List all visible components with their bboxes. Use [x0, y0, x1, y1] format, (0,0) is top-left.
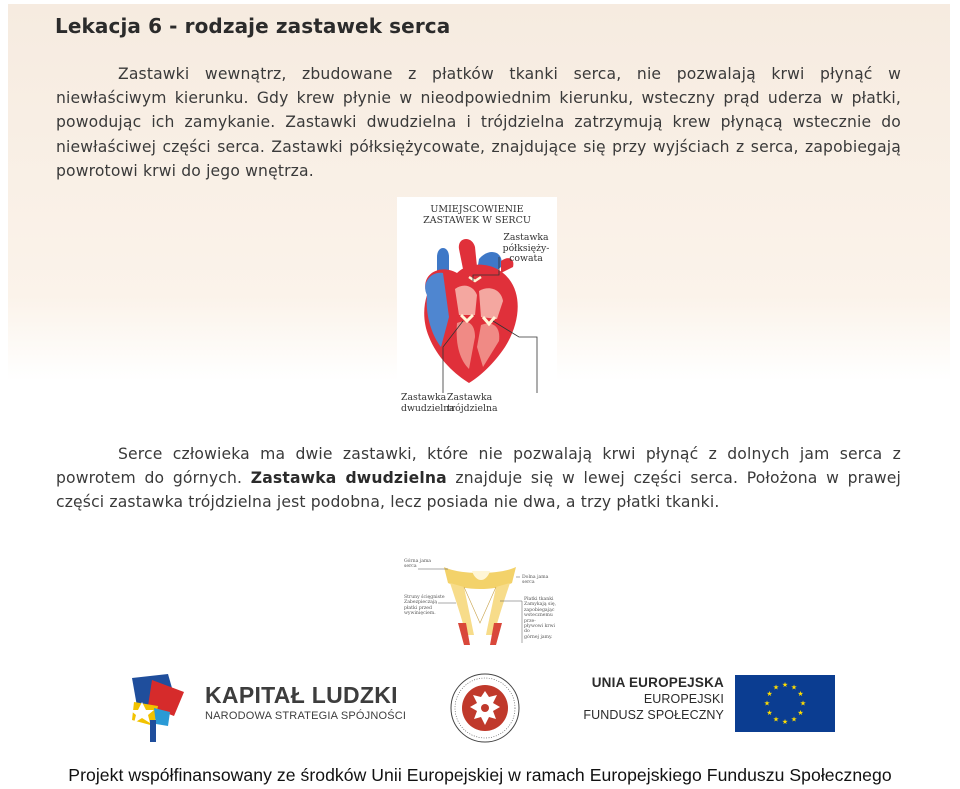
label-flaps-6: górnej jamy.: [524, 634, 553, 640]
label-semilunar-line-3: cowata: [509, 253, 543, 264]
paragraph-valves-intro: [56, 62, 901, 183]
svg-text:★: ★: [799, 699, 807, 708]
paragraph-valves-detail: [56, 442, 901, 515]
paragraph-detail-part-1: Serce człowieka ma dwie zastawki, które nie pozwalają krwi płynąć z dolnych jam serca z powrotem do górnych.: [56, 445, 901, 488]
eu-fund-wordmark: [580, 674, 724, 723]
project-funding-footer: Projekt współfinansowany ze środków Unii Europejskiej w ramach Europejskiego Funduszu Społecznego: [68, 765, 892, 785]
heart-illustration: [397, 197, 557, 419]
svg-text:★: ★: [763, 699, 771, 708]
label-flaps-2: Zamykają się,: [524, 602, 557, 608]
label-chordae-4: wywinięciem.: [404, 611, 436, 617]
label-flaps-3: zapobiegając: [524, 607, 555, 613]
svg-text:★: ★: [766, 690, 773, 698]
label-lower-chamber-2: serca: [522, 580, 535, 586]
label-bicuspid-valve: [401, 392, 455, 414]
label-chordae-2: Zabezpieczają: [404, 600, 438, 606]
label-upper-chamber-1: Górna jama: [404, 559, 432, 564]
svg-text:★: ★: [790, 683, 798, 692]
label-upper-chamber-2: serca: [404, 564, 417, 570]
label-upper-chamber: [404, 559, 431, 570]
label-chordae-3: płatki przed: [404, 605, 432, 611]
paragraph-detail-part-2: znajduje się w lewej części serca. Położona w prawej części zastawka trójdzielna jest podobna, lecz posiada nie dwa, a trzy płatki tkanki.: [56, 469, 902, 512]
heart-caption-line-1: UMIEJSCOWIENIE: [430, 204, 524, 215]
label-flaps-4: wstecznemu prze-: [524, 613, 553, 624]
svg-text:★: ★: [772, 683, 780, 692]
lesson-title: Lekacja 6 - rodzaje zastawek serca: [55, 14, 451, 38]
label-semilunar-valve: [497, 233, 555, 265]
eu-line-1: UNIA EUROPEJSKA: [591, 675, 724, 690]
label-flaps-5: pływowi krwi do: [524, 624, 555, 635]
label-bicuspid-line-1: Zastawka: [401, 392, 447, 403]
paragraph-detail-bold: Zastawka dwudzielna: [250, 469, 447, 488]
kapital-ludzki-logo-icon: [128, 672, 188, 744]
label-lower-chamber: [522, 575, 548, 586]
label-valve-flaps: [524, 597, 560, 640]
svg-text:★: ★: [797, 709, 804, 717]
svg-text:★: ★: [797, 690, 804, 698]
svg-text:★: ★: [781, 718, 789, 726]
label-chordae: [404, 595, 445, 617]
heart-valves-figure: [397, 197, 557, 419]
university-seal-icon: [450, 673, 520, 743]
label-tricuspid-line-2: trójdzielna: [447, 402, 498, 414]
label-chordae-1: Struny ścięgniste: [404, 595, 445, 600]
kapital-ludzki-subtitle: NARODOWA STRATEGIA SPÓJNOŚCI: [205, 710, 407, 722]
label-bicuspid-line-2: dwudzielna: [401, 402, 455, 414]
label-lower-chamber-1: Dolna jama: [522, 575, 549, 580]
kapital-ludzki-title: KAPITAŁ LUDZKI: [205, 682, 398, 708]
label-flaps-1: Płatki tkanki: [524, 597, 554, 602]
svg-text:★: ★: [766, 709, 773, 717]
svg-text:★: ★: [772, 715, 780, 724]
eu-flag-icon: [735, 675, 835, 732]
svg-text:★: ★: [790, 715, 798, 724]
eu-line-2: EUROPEJSKI: [643, 692, 724, 706]
label-tricuspid-valve: [447, 392, 498, 414]
label-tricuspid-line-1: Zastawka: [447, 392, 493, 403]
paragraph-valves-intro-text: Zastawki wewnątrz, zbudowane z płatków tkanki serca, nie pozwalają krwi płynąć w niewłaściwym kierunku. Gdy krew płynie w nieodpowiednim kierunku, wsteczny prąd uderza w płatki, powodując ich zamykanie. Zastawki dwudzielna i trójdzielna zatrzymują krew płynącą wstecznie do niewłaściwej części serca. Zastawki półksiężycowate, znajdujące się przy wyjściach z serca, zapobiegają powrotowi krwi do jego wnętrza.: [56, 65, 901, 180]
eu-line-3: FUNDUSZ SPOŁECZNY: [583, 708, 724, 722]
label-semilunar-line-2: półksięży-: [502, 242, 550, 254]
svg-text:★: ★: [781, 681, 789, 689]
valve-detail-figure: [400, 553, 560, 649]
heart-caption-line-2: ZASTAWEK W SERCU: [423, 215, 531, 226]
label-semilunar-line-1: Zastawka: [503, 232, 549, 243]
kapital-ludzki-wordmark: [205, 682, 406, 722]
